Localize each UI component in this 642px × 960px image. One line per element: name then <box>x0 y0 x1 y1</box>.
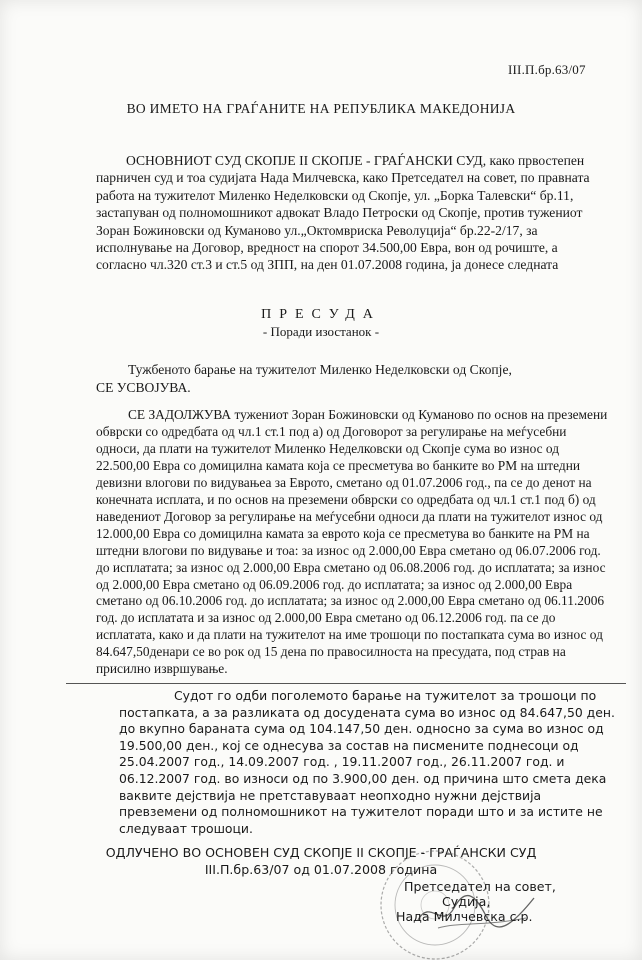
court-name: ОСНОВНИОТ СУД СКОПЈЕ II СКОПЈЕ - ГРАЃАНСКИ СУД <box>126 153 483 168</box>
intro-paragraph <box>96 152 606 274</box>
ruling-lead: СЕ ЗАДОЛЖУВА <box>128 407 232 422</box>
ruling-paragraph <box>96 407 608 678</box>
handwritten-signature-icon <box>408 868 548 948</box>
claim-line-2: СЕ УСВОЈУВА. <box>96 380 191 395</box>
claim-line-1: Тужбеното барање на тужителот Миленко Неделковски од Скопје, <box>128 362 512 377</box>
reference-number: III.П.бр.63/07 <box>508 62 586 77</box>
document-heading: ВО ИМЕТО НА ГРАЃАНИТЕ НА РЕПУБЛИКА МАКЕДОНИЈА <box>126 101 516 116</box>
intro-text: , како првостепен парничен суд и тоа судијата Нада Милчевска, како Претседател на совет, по правната работа на тужителот Миленко Неделковски од Скопје, ул. „Борка Талевски“ бр.11, застапуван од полномошникот адвокат Владо Петроски од Скопје, против тужениот Зоран Божиновски од Куманово ул.„Октомвриска Револуција“ бр.22-2/17, за исполнување на Договор, вредност на спорот 34.500,00 Евра, вон од рочиште, а согласно чл.320 ст.3 и ст.5 од ЗПП, на ден 01.07.2008 година, ја донесе следната <box>96 153 590 273</box>
decided-line-1: ОДЛУЧЕНО ВО ОСНОВЕН СУД СКОПЈЕ II СКОПЈЕ - ГРАЃАНСКИ СУД <box>105 845 537 860</box>
divider <box>66 683 626 684</box>
costs-lead: Судот го одби поголемото барање на тужителот за трошоци по <box>174 688 597 703</box>
decided-line-2: III.П.бр.63/07 од 01.07.2008 година <box>204 861 438 877</box>
costs-text: постапката, а за разликата од досудената сума во износ од 84.647,50 ден. до вкупно бараната сума од 104.147,50 ден. односно за сума во износ од 19.500,00 ден., кој се однесува за состав на писмените поднесоци од 25.04.2007 год., 14.09.2007 год. , 19.11.2007 год., 26.11.2007 год. и 06.12.2007 год. во износи од по 3.900,00 ден. од причина што смета дека ваквите дејствија не претставуваат неопходно нужни дејствија превземени од полномошникот на тужителот поради што и за истите не следуваат трошоци. <box>119 704 615 836</box>
judge-title: Судија, <box>442 894 491 909</box>
verdict-title-block <box>0 307 642 340</box>
verdict-subtitle: - Поради изостанок - <box>262 324 380 339</box>
verdict-title: ПРЕСУДА <box>261 307 381 322</box>
chair-role: Претседател на совет, <box>404 879 556 894</box>
judge-name: Нада Милчевска с.р. <box>396 909 533 924</box>
ruling-text: тужениот Зоран Божиновски од Куманово по основ на преземени обврски со одредбата од чл.1 ст.1 под а) од Договорот за регулирање на меѓусебни односи, да плати на тужителот Миленко Неделковски од Скопје сума во износ од 22.500,00 Евра со домицилна камата која се пресметува во банките во РМ на штедни девизни влогови по видувањеа за Еврото, сметано од 01.07.2006 год., па се до денот на конечната исплата, и по основ на преземени обврски со одредбата од чл.1 ст.1 под б) од наведениот Договор за регулирање на меѓусебни односи да плати на тужителот износ од 12.000,00 Евра со домицилна камата за еврото која се пресметува во банките на РМ на штедни влогови по видување и тоа: за износ од 2.000,00 Евра сметано од 06.07.2006 год. до исплатата; за износ од 2.000,00 Евра сметано од 06.08.2006 год. до исплатата; за износ од 2.000,00 Евра сметано од 06.09.2006 год. до исплатата; за износ од 2.000,00 Евра сметано од 06.10.2006 год. до исплатата; за износ од 2.000,00 Евра сметано од 06.11.2006 год. до исплатата и за износ од 2.000,00 Евра сметано од 06.12.2006 год. па се до исплатата, како и да плати на тужителот на име трошоци по постапката сума во износ од 84.647,50денари се во рок од 15 дена по правосилноста на пресудата, под страв на присилно извршување. <box>96 407 608 677</box>
costs-paragraph <box>119 688 619 837</box>
